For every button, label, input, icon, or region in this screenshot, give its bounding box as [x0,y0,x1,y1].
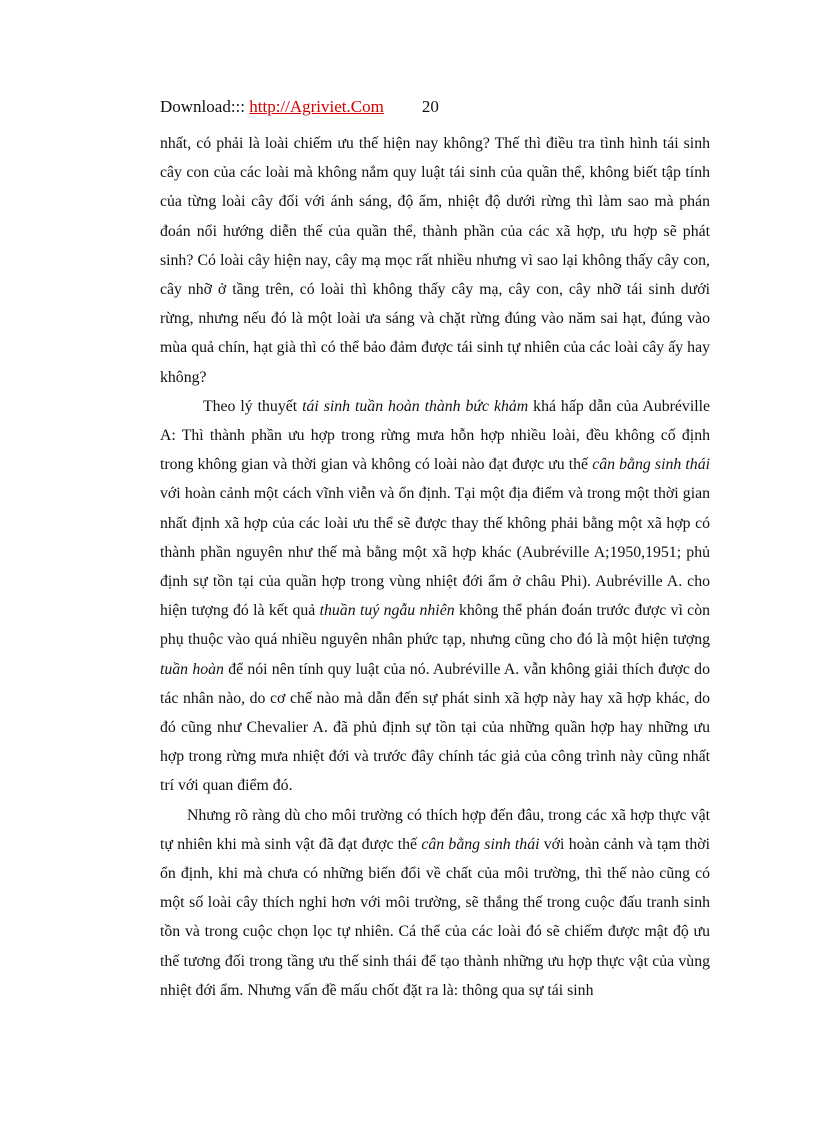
text-segment: Theo lý thuyết [203,397,303,415]
body-text [160,129,710,1005]
paragraph-1 [160,129,710,392]
text-segment: với hoàn cảnh một cách vĩnh viễn và ổn định. Tại một địa điểm và trong một thời gian nhất định xã hợp của các loài ưu thể sẽ được thay thế không phải bằng một xã hợp có thành phần nguyên như thế mà bằng một xã hợp khác (Aubréville A;1950,1951; phủ định sự tồn tại của quần hợp trong vùng nhiệt đới ẩm ở châu Phi). Aubréville A. cho hiện tượng đó là kết quả [160,485,710,620]
text-segment: nhất, có phải là loài chiếm ưu thế hiện nay không? Thế thì điều tra tình hình tái sinh cây con của các loài mà không nắm quy luật tái sinh của quần thể, không biết tập tính của từng loài cây đối với ánh sáng, độ ẩm, nhiệt độ dưới rừng thì làm sao mà phán đoán nổi hướng diễn thế của quần thể, thành phần của các xã hợp, ưu hợp sẽ phát sinh? Có loài cây hiện nay, cây mạ mọc rất nhiều nhưng vì sao lại không thấy cây con, cây nhỡ ở tầng trên, có loài thì không thấy cây mạ, cây con, cây nhỡ tái sinh dưới rừng, nhưng nếu đó là một loài ưa sáng và chặt rừng đúng vào năm sai hạt, đúng vào mùa quả chín, hạt già thì có thể bảo đảm được tái sinh tự nhiên của các loài cây ấy hay không? [160,135,710,386]
page-header [160,96,439,118]
text-segment: với hoàn cảnh và tạm thời ổn định, khi mà chưa có những biến đổi về chất của môi trường, thì thế nào cũng có một số loài cây thích nghi hơn với môi trường, sẽ thắng thế trong cuộc đấu tranh sinh tồn và trong cuộc chọn lọc tự nhiên. Cá thể của các loài đó sẽ chiếm được mật độ ưu thế tương đối trong tầng ưu thế sinh thái để tạo thành những ưu hợp thực vật của vùng nhiệt đới ẩm. Nhưng vấn đề mấu chốt đặt ra là: thông qua sự tái sinh [160,835,710,999]
italic-term: thuần tuý ngẫu nhiên [319,602,455,620]
italic-term: tái sinh tuần hoàn thành bức khảm [302,397,529,415]
text-segment: Nhưng rõ ràng dù cho môi trường có thích hợp đến đâu, trong các xã hợp thực vật tự nhiên khi mà sinh vật đã đạt được thế [160,806,710,853]
page-number: 20 [421,97,439,116]
italic-term: cân bằng sinh thái [592,456,710,474]
text-segment: khá hấp dẫn của Aubréville A: Thì thành phần ưu hợp trong rừng mưa hỗn hợp nhiều loài, đều không cố định trong không gian và thời gian và không có loài nào đạt được ưu thế [160,397,711,474]
header-link[interactable]: http://Agriviet.Com [249,97,384,116]
text-segment: không thể phán đoán trước được vì còn phụ thuộc vào quá nhiều nguyên nhân phức tạp, nhưng cũng cho đó là một hiện tượng [160,602,710,649]
text-segment: để nói nên tính quy luật của nó. Aubréville A. vẫn không giải thích được do tác nhân nào, do cơ chế nào mà dẫn đến sự phát sinh xã hợp này hay xã hợp khác, do đó cũng như Chevalier A. đã phủ định sự tồn tại của những quần hợp hay những ưu hợp trong rừng mưa nhiệt đới và trước đây chính tác giả của công trình này cũng nhất trí với quan điểm đó. [160,660,710,795]
paragraph-3 [160,801,710,1005]
paragraph-2 [160,392,710,801]
header-download-label: Download::: [160,97,250,116]
italic-term: tuần hoàn [160,660,224,678]
italic-term: cân bằng sinh thái [421,835,540,853]
